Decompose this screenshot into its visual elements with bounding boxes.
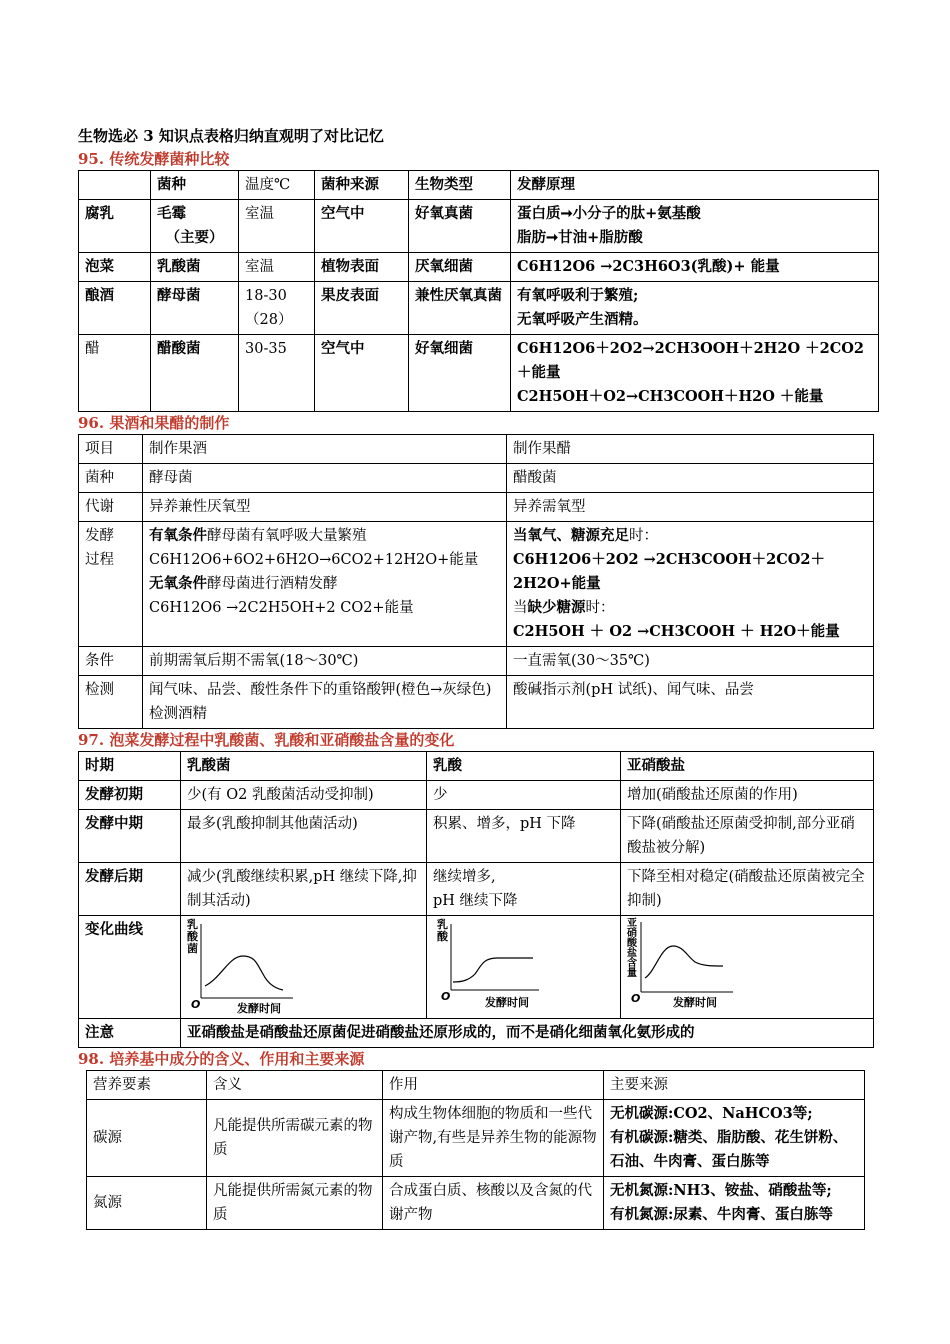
table-row: 菌种 酵母菌 醋酸菌 xyxy=(79,464,874,493)
svg-text:菌: 菌 xyxy=(187,942,198,955)
table-row: 发酵后期 减少(乳酸继续积累,pH 继续下降,抑制其活动) 继续增多, pH 继续下降 下降至相对稳定(硝酸盐还原菌被完全抑制) xyxy=(79,863,874,916)
svg-text:发酵时间: 发酵时间 xyxy=(237,1002,281,1015)
document-title: 生物选必 3 知识点表格归纳直观明了对比记忆 xyxy=(78,127,384,145)
section-96-title: 96. 果酒和果醋的制作 xyxy=(78,414,230,432)
svg-text:O: O xyxy=(441,990,451,1003)
medium-components-table xyxy=(86,1070,865,1230)
lactobacillus-curve xyxy=(181,916,425,1018)
table-row: 条件 前期需氧后期不需氧(18～30℃) 一直需氧(30～35℃) xyxy=(79,647,874,676)
table-row: 项目 制作果酒 制作果醋 xyxy=(79,435,874,464)
curve-row: 变化曲线 乳 酸 菌 O 发酵时间 乳 酸 O 发酵时间 亚 硝 酸 盐 含 量 O 发酵时间 xyxy=(79,916,874,1019)
note-row: 注意 亚硝酸盐是硝酸盐还原菌促进硝酸盐还原形成的，而不是硝化细菌氧化氨形成的 xyxy=(79,1019,874,1048)
table-row: 发酵 过程 有氧条件酵母菌有氧呼吸大量繁殖 C6H12O6+6O2+6H2O→6CO2+12H2O+能量 无氧条件酵母菌进行酒精发酵 C6H12O6 →2C2H5OH+2 CO2+能量 当氧气、糖源充足时： C6H12O6＋2O2 →2CH3COOH＋2CO2＋2H2O+能量 当缺少糖源时： C2H5OH ＋ O2 →CH3COOH ＋ H2O＋能量 xyxy=(79,522,874,647)
svg-text:含: 含 xyxy=(627,958,637,969)
table-row: 碳源 凡能提供所需碳元素的物质 构成生物体细胞的物质和一些代谢产物,有些是异养生物的能源物质 无机碳源:CO2、NaHCO3等; 有机碳源:糖类、脂肪酸、花生饼粉、石油、牛肉膏、蛋白胨等 xyxy=(87,1100,865,1177)
table-row: 检测 闻气味、品尝、酸性条件下的重铬酸钾(橙色→灰绿色)检测酒精 酸碱指示剂(pH 试纸)、闻气味、品尝 xyxy=(79,676,874,729)
table-header-row: 时期 乳酸菌 乳酸 亚硝酸盐 xyxy=(79,752,874,781)
section-97-title: 97. 泡菜发酵过程中乳酸菌、乳酸和亚硝酸盐含量的变化 xyxy=(78,731,455,749)
svg-text:盐: 盐 xyxy=(627,948,637,959)
col-source: 菌种来源 xyxy=(315,171,409,200)
table-row: 酿酒 酵母菌 18-30 （28） 果皮表面 兼性厌氧真菌 有氧呼吸利于繁殖; 无氧呼吸产生酒精。 xyxy=(79,282,879,335)
svg-text:乳: 乳 xyxy=(187,918,198,931)
table-row: 氮源 凡能提供所需氮元素的物质 合成蛋白质、核酸以及含氮的代谢产物 无机氮源:NH3、铵盐、硝酸盐等; 有机氮源:尿素、牛肉膏、蛋白胨等 xyxy=(87,1177,865,1230)
svg-text:酸: 酸 xyxy=(437,930,448,943)
strain-comparison-table xyxy=(78,170,879,412)
svg-text:酸: 酸 xyxy=(187,930,198,943)
svg-text:硝: 硝 xyxy=(627,928,637,939)
svg-text:O: O xyxy=(191,998,201,1011)
lactic-acid-curve xyxy=(427,916,619,1018)
wine-vinegar-table xyxy=(78,434,874,729)
table-header-row xyxy=(79,171,879,200)
document-page xyxy=(78,124,878,1230)
table-row: 泡菜 乳酸菌 室温 植物表面 厌氧细菌 C6H12O6 →2C3H6O3(乳酸)+ 能量 xyxy=(79,253,879,282)
section-95-title: 95. 传统发酵菌种比较 xyxy=(78,150,230,168)
table-row: 发酵中期 最多(乳酸抑制其他菌活动) 积累、增多，pH 下降 下降(硝酸盐还原菌受抑制,部分亚硝酸盐被分解) xyxy=(79,810,874,863)
svg-text:发酵时间: 发酵时间 xyxy=(485,996,529,1009)
table-header-row: 营养要素 含义 作用 主要来源 xyxy=(87,1071,865,1100)
col-strain: 菌种 xyxy=(151,171,239,200)
svg-text:酸: 酸 xyxy=(627,938,637,949)
table-row: 代谢 异养兼性厌氧型 异养需氧型 xyxy=(79,493,874,522)
col-principle: 发酵原理 xyxy=(511,171,879,200)
pickle-changes-table xyxy=(78,751,874,1048)
svg-text:O: O xyxy=(631,992,641,1005)
svg-text:发酵时间: 发酵时间 xyxy=(673,996,717,1009)
col-temp: 温度℃ xyxy=(239,171,315,200)
table-row: 发酵初期 少(有 O2 乳酸菌活动受抑制) 少 增加(硝酸盐还原菌的作用) xyxy=(79,781,874,810)
table-row: 腐乳 毛霉 （主要） 室温 空气中 好氧真菌 蛋白质➞小分子的肽+氨基酸 脂肪➞甘油+脂肪酸 xyxy=(79,200,879,253)
col-type: 生物类型 xyxy=(409,171,511,200)
svg-text:乳: 乳 xyxy=(437,918,448,931)
table-row: 醋 醋酸菌 30-35 空气中 好氧细菌 C6H12O6＋2O2→2CH3OOH＋2H2O ＋2CO2＋能量 C2H5OH＋O2→CH3COOH＋H2O ＋能量 xyxy=(79,335,879,412)
section-98-title: 98. 培养基中成分的含义、作用和主要来源 xyxy=(78,1050,365,1068)
nitrite-curve xyxy=(621,916,872,1018)
svg-text:量: 量 xyxy=(627,968,637,979)
svg-text:亚: 亚 xyxy=(627,918,637,929)
